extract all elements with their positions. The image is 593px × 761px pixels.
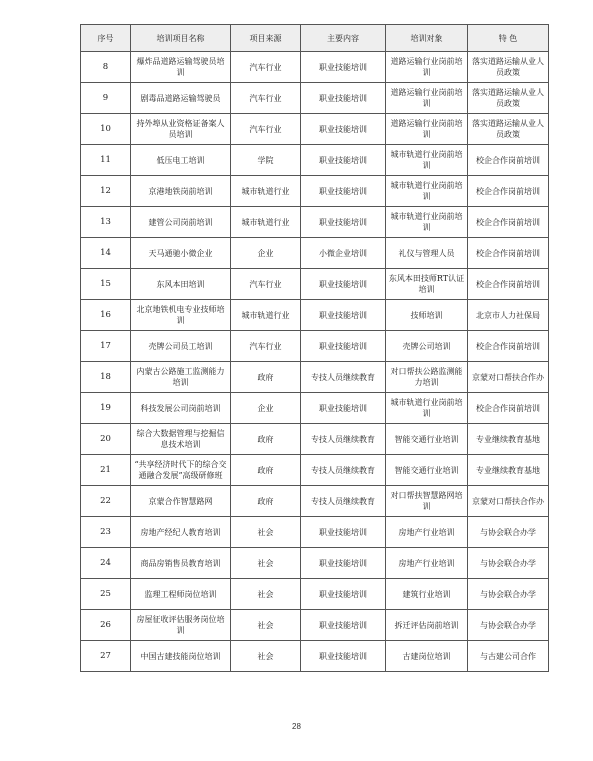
cell-feature: 专业继续教育基地 (468, 424, 549, 455)
cell-target: 房地产行业培训 (386, 517, 468, 548)
table-row (81, 548, 549, 579)
cell-index: 17 (81, 331, 131, 362)
cell-source: 学院 (231, 145, 301, 176)
cell-project-name: 天马通驰小微企业 (131, 238, 231, 269)
cell-index: 24 (81, 548, 131, 579)
cell-target: 拆迁评估岗前培训 (386, 610, 468, 641)
cell-project-name: 房地产经纪人教育培训 (131, 517, 231, 548)
cell-index: 20 (81, 424, 131, 455)
cell-source: 政府 (231, 424, 301, 455)
cell-target: 古建岗位培训 (386, 641, 468, 672)
cell-content: 职业技能培训 (301, 176, 386, 207)
cell-target: 道路运输行业岗前培训 (386, 83, 468, 114)
cell-project-name: “共享经济时代下的综合交通融合发展”高级研修班 (131, 455, 231, 486)
cell-content: 职业技能培训 (301, 393, 386, 424)
cell-target: 城市轨道行业岗前培训 (386, 393, 468, 424)
cell-index: 10 (81, 114, 131, 145)
cell-feature: 校企合作岗前培训 (468, 176, 549, 207)
cell-source: 政府 (231, 362, 301, 393)
cell-target: 技师培训 (386, 300, 468, 331)
cell-target: 壳牌公司培训 (386, 331, 468, 362)
table-row (81, 455, 549, 486)
cell-source: 社会 (231, 579, 301, 610)
cell-source: 企业 (231, 238, 301, 269)
cell-feature: 与协会联合办学 (468, 610, 549, 641)
cell-index: 21 (81, 455, 131, 486)
table-body (81, 52, 549, 672)
cell-source: 社会 (231, 548, 301, 579)
cell-content: 专技人员继续教育 (301, 486, 386, 517)
cell-feature: 落实道路运输从业人员政策 (468, 114, 549, 145)
cell-feature: 专业继续教育基地 (468, 455, 549, 486)
cell-content: 职业技能培训 (301, 300, 386, 331)
cell-index: 26 (81, 610, 131, 641)
cell-content: 小微企业培训 (301, 238, 386, 269)
table-row (81, 83, 549, 114)
cell-target: 城市轨道行业岗前培训 (386, 176, 468, 207)
cell-feature: 与古建公司合作 (468, 641, 549, 672)
cell-feature: 北京市人力社保局 (468, 300, 549, 331)
table-row (81, 424, 549, 455)
cell-project-name: 商品房销售员教育培训 (131, 548, 231, 579)
cell-index: 12 (81, 176, 131, 207)
cell-index: 16 (81, 300, 131, 331)
cell-feature: 校企合作岗前培训 (468, 207, 549, 238)
cell-project-name: 监理工程师岗位培训 (131, 579, 231, 610)
cell-content: 职业技能培训 (301, 517, 386, 548)
cell-project-name: 综合大数据管理与挖掘信息技术培训 (131, 424, 231, 455)
cell-feature: 与协会联合办学 (468, 579, 549, 610)
header-content: 主要内容 (301, 25, 386, 52)
cell-content: 职业技能培训 (301, 52, 386, 83)
header-source: 项目来源 (231, 25, 301, 52)
cell-index: 14 (81, 238, 131, 269)
cell-feature: 京蒙对口帮扶合作办 (468, 486, 549, 517)
cell-content: 职业技能培训 (301, 207, 386, 238)
cell-target: 道路运输行业岗前培训 (386, 52, 468, 83)
table-row (81, 114, 549, 145)
cell-content: 专技人员继续教育 (301, 362, 386, 393)
cell-project-name: 科技发展公司岗前培训 (131, 393, 231, 424)
cell-content: 职业技能培训 (301, 548, 386, 579)
page-number: 28 (292, 722, 301, 731)
cell-source: 社会 (231, 641, 301, 672)
table-header-row (81, 25, 549, 52)
cell-content: 职业技能培训 (301, 83, 386, 114)
cell-source: 城市轨道行业 (231, 300, 301, 331)
cell-source: 政府 (231, 455, 301, 486)
table-row (81, 393, 549, 424)
cell-index: 18 (81, 362, 131, 393)
cell-content: 职业技能培训 (301, 269, 386, 300)
cell-target: 城市轨道行业岗前培训 (386, 207, 468, 238)
cell-content: 职业技能培训 (301, 331, 386, 362)
cell-project-name: 低压电工培训 (131, 145, 231, 176)
cell-index: 19 (81, 393, 131, 424)
cell-target: 礼仪与管理人员 (386, 238, 468, 269)
header-target: 培训对象 (386, 25, 468, 52)
cell-index: 27 (81, 641, 131, 672)
cell-source: 政府 (231, 486, 301, 517)
cell-source: 社会 (231, 517, 301, 548)
cell-content: 职业技能培训 (301, 114, 386, 145)
cell-target: 城市轨道行业岗前培训 (386, 145, 468, 176)
cell-project-name: 东风本田培训 (131, 269, 231, 300)
cell-feature: 校企合作岗前培训 (468, 393, 549, 424)
cell-feature: 校企合作岗前培训 (468, 145, 549, 176)
cell-project-name: 北京地铁机电专业技师培训 (131, 300, 231, 331)
cell-project-name: 内蒙古公路施工监测能力培训 (131, 362, 231, 393)
cell-feature: 落实道路运输从业人员政策 (468, 83, 549, 114)
table-row (81, 610, 549, 641)
cell-target: 智能交通行业培训 (386, 424, 468, 455)
cell-project-name: 房屋征收评估服务岗位培训 (131, 610, 231, 641)
table-row (81, 331, 549, 362)
table-row (81, 176, 549, 207)
cell-source: 汽车行业 (231, 52, 301, 83)
cell-index: 23 (81, 517, 131, 548)
cell-project-name: 爆炸品道路运输驾驶员培训 (131, 52, 231, 83)
cell-index: 11 (81, 145, 131, 176)
header-feature: 特 色 (468, 25, 549, 52)
cell-feature: 与协会联合办学 (468, 548, 549, 579)
table-row (81, 238, 549, 269)
cell-content: 专技人员继续教育 (301, 455, 386, 486)
cell-feature: 京蒙对口帮扶合作办 (468, 362, 549, 393)
table-row (81, 269, 549, 300)
table-row (81, 362, 549, 393)
table-row (81, 641, 549, 672)
cell-content: 专技人员继续教育 (301, 424, 386, 455)
cell-index: 8 (81, 52, 131, 83)
header-project-name: 培训项目名称 (131, 25, 231, 52)
cell-project-name: 中国古建技能岗位培训 (131, 641, 231, 672)
cell-content: 职业技能培训 (301, 610, 386, 641)
cell-feature: 校企合作岗前培训 (468, 269, 549, 300)
cell-target: 房地产行业培训 (386, 548, 468, 579)
cell-index: 13 (81, 207, 131, 238)
cell-project-name: 京港地铁岗前培训 (131, 176, 231, 207)
cell-index: 25 (81, 579, 131, 610)
cell-project-name: 剧毒品道路运输驾驶员 (131, 83, 231, 114)
cell-feature: 与协会联合办学 (468, 517, 549, 548)
cell-content: 职业技能培训 (301, 579, 386, 610)
header-index: 序号 (81, 25, 131, 52)
cell-target: 对口帮扶公路监测能力培训 (386, 362, 468, 393)
cell-project-name: 持外埠从业资格证备案人员培训 (131, 114, 231, 145)
table-row (81, 300, 549, 331)
cell-project-name: 壳牌公司员工培训 (131, 331, 231, 362)
cell-feature: 校企合作岗前培训 (468, 331, 549, 362)
table-row (81, 207, 549, 238)
cell-target: 建筑行业培训 (386, 579, 468, 610)
cell-index: 9 (81, 83, 131, 114)
cell-index: 15 (81, 269, 131, 300)
cell-source: 汽车行业 (231, 269, 301, 300)
cell-feature: 落实道路运输从业人员政策 (468, 52, 549, 83)
cell-source: 城市轨道行业 (231, 207, 301, 238)
table-row (81, 145, 549, 176)
cell-target: 智能交通行业培训 (386, 455, 468, 486)
cell-source: 汽车行业 (231, 83, 301, 114)
cell-content: 职业技能培训 (301, 641, 386, 672)
cell-source: 汽车行业 (231, 114, 301, 145)
table-row (81, 579, 549, 610)
cell-target: 道路运输行业岗前培训 (386, 114, 468, 145)
cell-target: 东风本田技师RT认证培训 (386, 269, 468, 300)
table-row (81, 52, 549, 83)
cell-source: 城市轨道行业 (231, 176, 301, 207)
cell-feature: 校企合作岗前培训 (468, 238, 549, 269)
cell-source: 企业 (231, 393, 301, 424)
training-table (80, 24, 549, 672)
cell-project-name: 京蒙合作智慧路网 (131, 486, 231, 517)
cell-source: 社会 (231, 610, 301, 641)
cell-content: 职业技能培训 (301, 145, 386, 176)
cell-target: 对口帮扶智慧路网培训 (386, 486, 468, 517)
cell-project-name: 建管公司岗前培训 (131, 207, 231, 238)
cell-index: 22 (81, 486, 131, 517)
table-row (81, 486, 549, 517)
table-row (81, 517, 549, 548)
cell-source: 汽车行业 (231, 331, 301, 362)
